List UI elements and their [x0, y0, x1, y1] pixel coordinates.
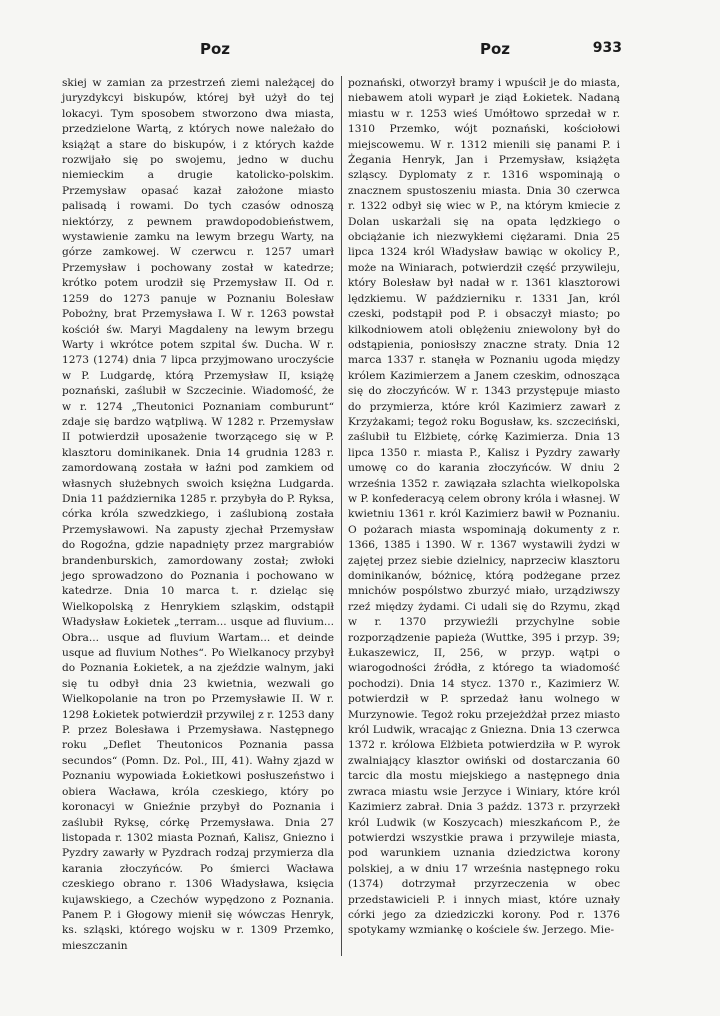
left-column [62, 76, 334, 954]
right-column-text: poznański, otworzył bramy i wpuścił je do miasta, niebawem atoli wyparł je ziąd Łokietek. Nadaną miastu w r. 1253 wieś Umółtowo sprzedał w r. 1310 Przemko, wójt poznański, kościołowi miejscowemu. W r. 1312 mienili się panami P. i Żegania Henryk, Jan i Przemysław, książęta szląscy. Dyplomaty z r. 1316 wspominają o znacznem spustoszeniu miasta. Dnia 30 czerwca r. 1322 odbył się wiec w P., na którym kmiecie z Dolan uskarżali się na opata lędzkiego o obciążanie ich niezwykłemi ciężarami. Dnia 25 lipca 1324 król Władysław bawiąc w okolicy P., może na Winiarach, potwierdził część przywileju, który Bolesław był nadał w r. 1361 klasztorowi lędzkiemu. W październiku r. 1331 Jan, król czeski, podstąpił pod P. i obsaczył miasto; po kilkodniowem atoli oblężeniu zniewolony był do odstąpienia, poniosłszy znaczne straty. Dnia 12 marca 1337 r. stanęła w Poznaniu ugoda między królem Kazimierzem a Janem czeskim, odnosząca się do złoczyńców. W r. 1343 przystępuje miasto do przymierza, które król Kazimierz zawarł z Krzyżakami; tegoż roku Bogusław, ks. szczeciński, zaślubił tu Elżbietę, córkę Kazimierza. Dnia 13 lipca 1350 r. miasta P., Kalisz i Pyzdry zawarły umowę co do karania złoczyńców. W dniu 2 września 1352 r. zawiązała szlachta wielkopolska w P. konfederacyą celem obrony króla i własnej. W kwietniu 1361 r. król Kazimierz bawił w Poznaniu. O pożarach miasta wspominają dokumenty z r. 1366, 1385 i 1390. W r. 1367 wystawili żydzi w zajętej przez siebie dzielnicy, naprzeciw klasztoru dominikanów, bóżnicę, którą podżegane przez mnichów pospólstwo zburzyć miało, urządziwszy rzeź między żydami. Ci udali się do Rzymu, zkąd w r. 1370 przywieźli przychylne sobie rozporządzenie papieża (Wuttke, 395 i przyp. 39; Łukaszewicz, II, 256, w przyp. wątpi o wiarogodności źródła, z którego ta wiadomość pochodzi). Dnia 14 stycz. 1370 r., Kazimierz W. potwierdził w P. sprzedaż łanu wolnego w Murzynowie. Tegoż roku przejeżdżał przez miasto król Ludwik, wracając z Gniezna. Dnia 13 czerwca 1372 r. królowa Elżbieta potwierdziła w P. wyrok zwalniający klasztor owiński od dostarczania 60 tarcic dla mostu miejskiego a następnego dnia zwraca miastu wsie Jerzyce i Winiary, które król Kazimierz zabrał. Dnia 3 paźdz. 1373 r. przyrzekł król Ludwik (w Koszycach) mieszkańcom P., że potwierdzi wszystkie prawa i przywileje miasta, pod warunkiem uznania dziedzictwa korony polskiej, a w dniu 17 września następnego roku (1374) dotrzymał przyrzeczenia w obec przedstawicieli P. i innych miast, które uznały córki jego za dziedziczki korony. Pod r. 1376 spotykamy wzmiankę o kościele św. Jerzego. Mie- [348, 77, 620, 937]
page-number: 933 [592, 40, 622, 56]
page-header [60, 40, 622, 62]
running-head-right: Poz [480, 40, 511, 58]
column-divider [341, 76, 342, 956]
text-columns [62, 76, 622, 964]
right-column [348, 76, 620, 939]
left-column-text: skiej w zamian za przestrzeń ziemi należącej do juryzdykcyi biskupów, której był użył do tej lokacyi. Tym sposobem stworzono dwa miasta, przedzielone Wartą, z których nowe należało do książąt a stare do biskupów, i z których każde rozwijało się po swojemu, jedno w duchu niemieckim a drugie katolicko-polskim. Przemysław opasać kazał założone miasto palisadą i rowami. Do tych czasów odnoszą niektórzy, z pewnem prawdopodobieństwem, wystawienie zamku na lewym brzegu Warty, na górze zamkowej. W czerwcu r. 1257 umarł Przemysław i pochowany został w katedrze; krótko potem urodził się Przemysław II. Od r. 1259 do 1273 panuje w Poznaniu Bolesław Pobożny, brat Przemysława I. W r. 1263 powstał kościół św. Maryi Magdaleny na lewym brzegu Warty i wkrótce potem szpital św. Ducha. W r. 1273 (1274) dnia 7 lipca przyjmowano uroczyście w P. Ludgardę, którą Przemysław II, książę poznański, zaślubił w Szczecinie. Wiadomość, że w r. 1274 „Theutonici Poznaniam comburunt“ zdaje się bardzo wątpliwą. W 1282 r. Przemysław II potwierdził uposażenie tworzącego się w P. klasztoru dominikanek. Dnia 14 grudnia 1283 r. zamordowaną została w łaźni pod zamkiem od własnych służebnych swoich księżna Ludgarda. Dnia 11 października 1285 r. przybyła do P. Ryksa, córka króla szwedzkiego, i zaślubioną została Przemysławowi. Na zapusty zjechał Przemysław do Rogoźna, gdzie napadnięty przez margrabiów brandenburskich, zamordowany został; zwłoki jego sprowadzono do Poznania i pochowano w katedrze. Dnia 10 marca t. r. dzieląc się Wielkopolską z Henrykiem szląskim, odstąpił Władysław Łokietek „terram... usque ad fluvium... Obra... usque ad fluvium Wartam... et deinde usque ad fluvium Nothes“. Po Wielkanocy przybył do Poznania Łokietek, a na zjeździe walnym, jaki się tu odbył dnia 23 kwietnia, wezwali go Wielkopolanie na tron po Przemysławie II. W r. 1298 Łokietek potwierdził przywilej z r. 1253 dany P. przez Bolesława i Przemysława. Następnego roku „Deflet Theutonicos Poznania passa secundos“ (Pomn. Dz. Pol., III, 41). Wałny zjazd w Poznaniu wypowiada Łokietkowi posłuszeństwo i obiera Wacława, króla czeskiego, który po koronacyi w Gnieźnie przybył do Poznania i zaślubił Ryksę, córkę Przemysława. Dnia 27 listopada r. 1302 miasta Poznań, Kalisz, Gniezno i Pyzdry zawarły w Pyzdrach rodzaj przymierza dla karania złoczyńców. Po śmierci Wacława czeskiego obrano r. 1306 Władysława, księcia kujawskiego, a Czechów wypędzono z Poznania. Panem P. i Głogowy mienił się wówczas Henryk, ks. szląski, którego wojsku w r. 1309 Przemko, mieszczanin [62, 77, 334, 952]
running-head-left: Poz [200, 40, 231, 58]
